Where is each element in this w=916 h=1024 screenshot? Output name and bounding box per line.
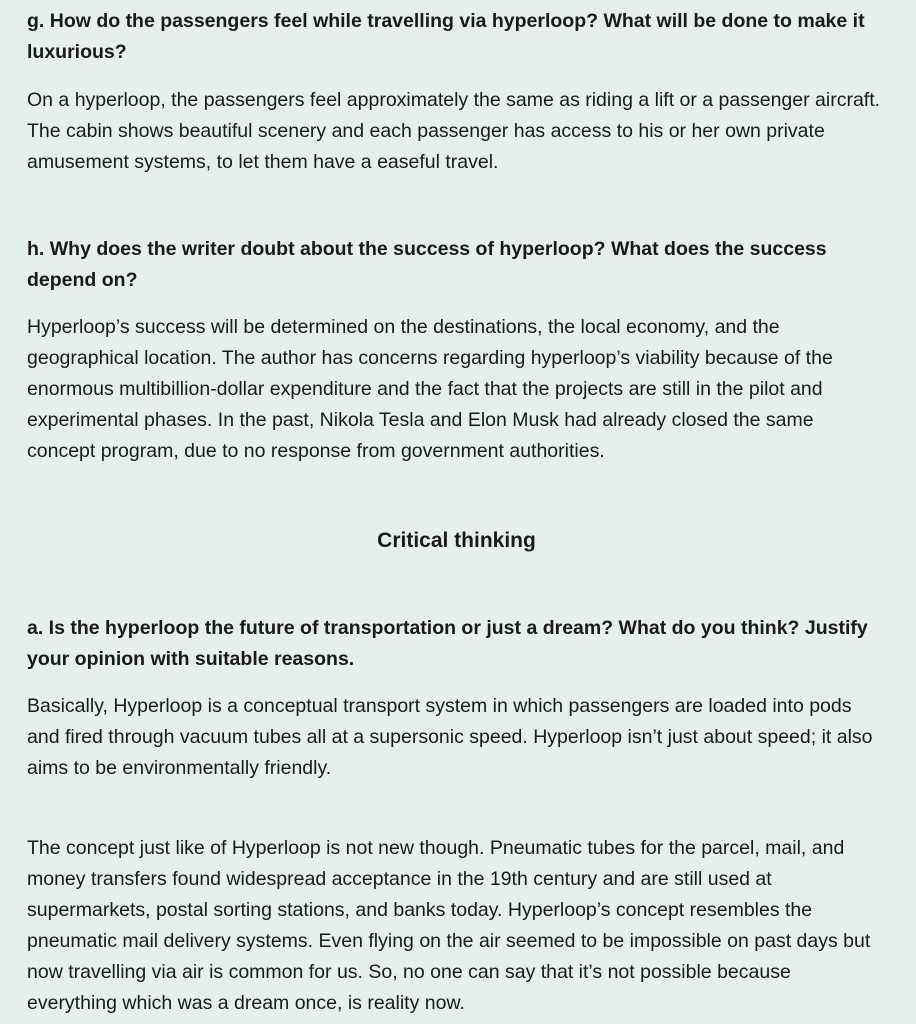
- answer-h: Hyperloop’s success will be determined on the destinations, the local economy, and the geographical location. The author has concerns regarding hyperloop’s viability because of the enormous multibillion-dollar expenditure and the fact that the projects are still in the pilot and experimental phases. In the past, Nikola Tesla and Elon Musk had already closed the same concept program, due to no response from government authorities.: [27, 316, 833, 462]
- answer-g: On a hyperloop, the passengers feel approximately the same as riding a lift or a passenger aircraft. The cabin shows beautiful scenery and each passenger has access to his or her own private amusement systems, to let them have a easeful travel.: [27, 89, 881, 173]
- critical-thinking-heading: Critical thinking: [377, 529, 536, 552]
- question-g: g. How do the passengers feel while travelling via hyperloop? What will be done to make it luxurious?: [27, 10, 865, 63]
- answer-a-paragraph-2: The concept just like of Hyperloop is not new though. Pneumatic tubes for the parcel, mail, and money transfers found widespread acceptance in the 19th century and are still used at supermarkets, postal sorting stations, and banks today. Hyperloop’s concept resembles the pneumatic mail delivery systems. Even flying on the air seemed to be impossible on past days but now travelling via air is common for us. So, no one can say that it’s not possible because everything which was a dream once, is reality now.: [27, 837, 871, 1014]
- answer-a-paragraph-1: Basically, Hyperloop is a conceptual transport system in which passengers are loaded into pods and fired through vacuum tubes all at a supersonic speed. Hyperloop isn’t just about speed; it also aims to be environmentally friendly.: [27, 695, 873, 779]
- question-h: h. Why does the writer doubt about the success of hyperloop? What does the success depend on?: [27, 238, 827, 291]
- question-a: a. Is the hyperloop the future of transportation or just a dream? What do you think? Justify your opinion with suitable reasons.: [27, 617, 868, 670]
